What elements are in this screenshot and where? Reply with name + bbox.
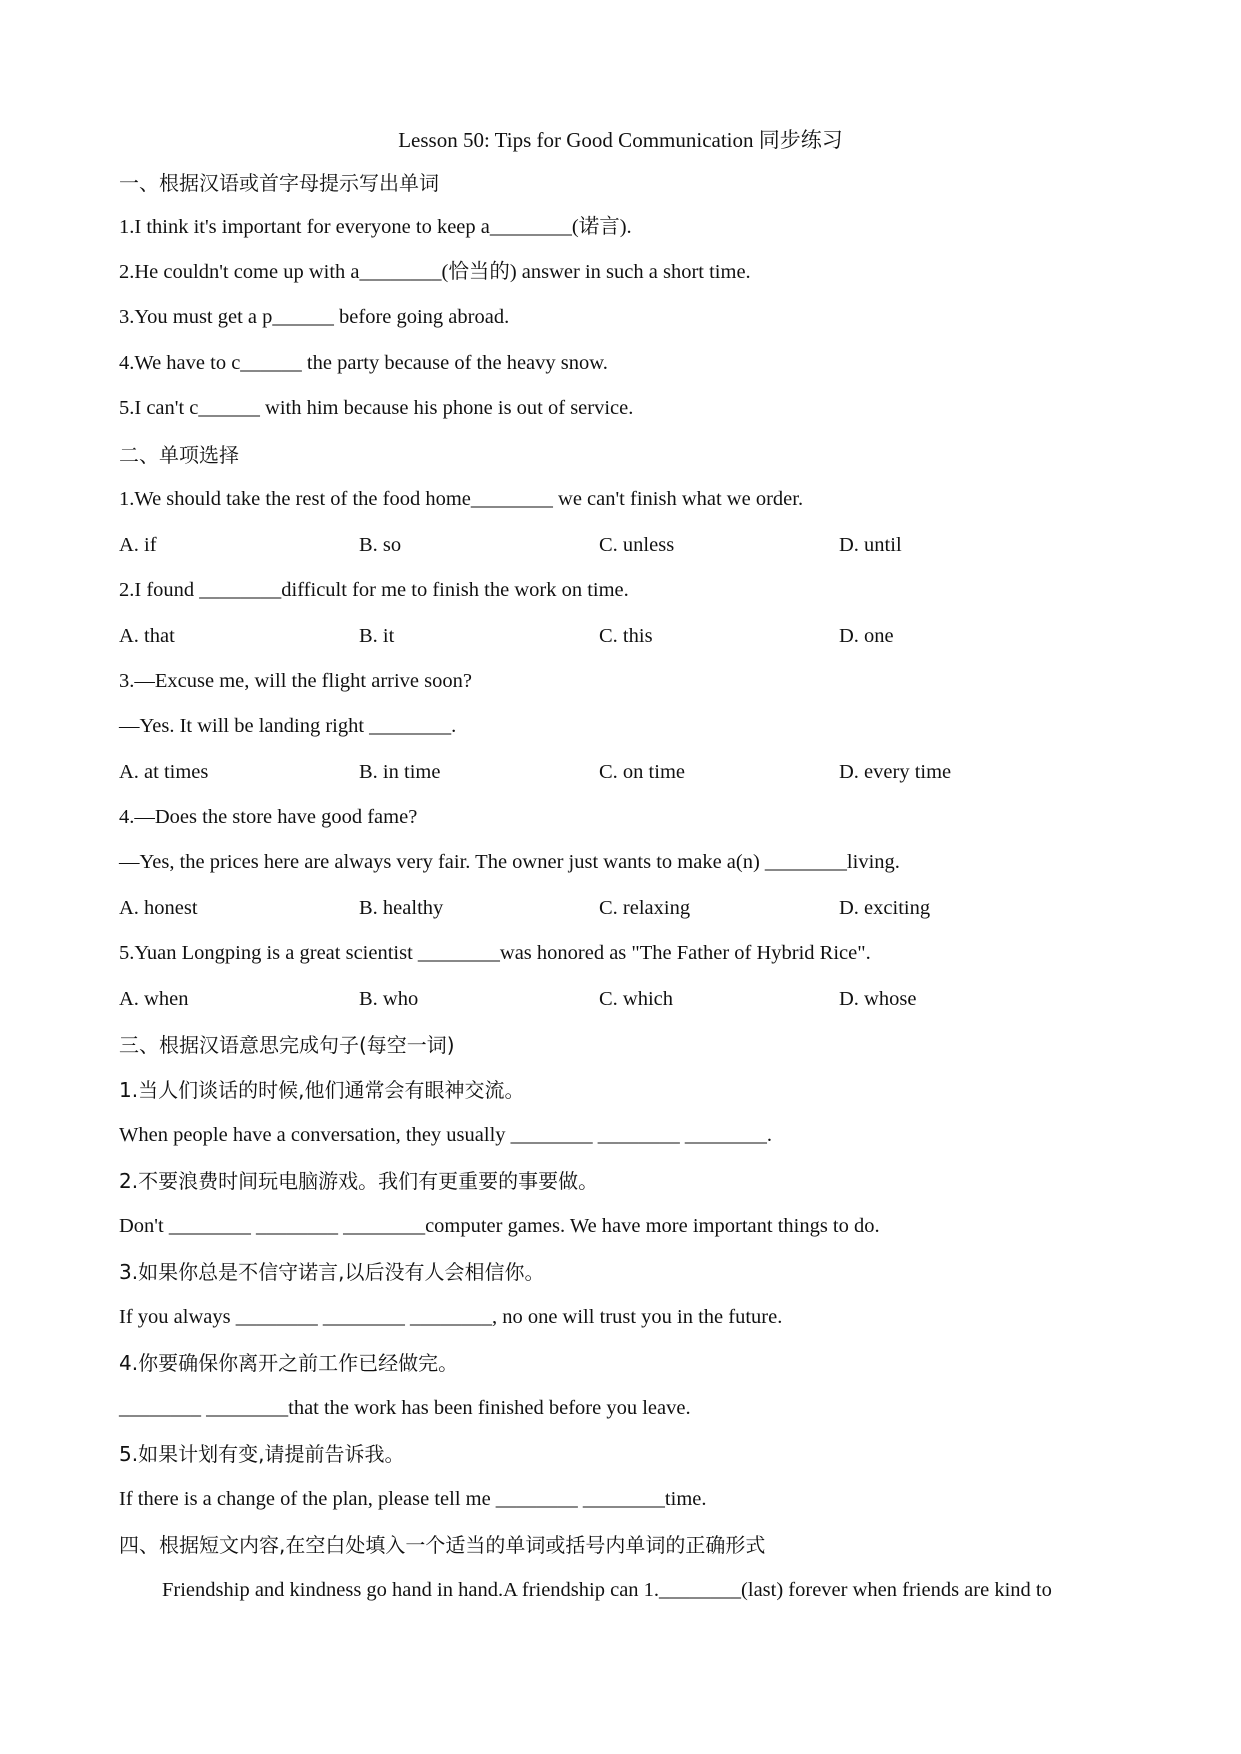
s1-item-2: 2.He couldn't come up with a________(恰当的) answer in such a short time. xyxy=(119,261,751,283)
s2-q1-option-a: A. if xyxy=(119,534,157,556)
s2-q3-option-d: D. every time xyxy=(839,761,952,783)
s2-q5-option-a: A. when xyxy=(119,988,189,1010)
s2-q3-stem-2: —Yes. It will be landing right ________. xyxy=(119,715,457,737)
s2-q4-option-b: B. healthy xyxy=(359,897,444,919)
section1-heading: 一、根据汉语或首字母提示写出单词 xyxy=(119,171,439,195)
s2-q1-option-b: B. so xyxy=(359,534,402,556)
s2-q1-option-d: D. until xyxy=(839,534,902,556)
s2-q4-option-a: A. honest xyxy=(119,897,198,919)
section3-heading: 三、根据汉语意思完成句子(每空一词) xyxy=(119,1033,455,1057)
s3-item-4-en: ________ ________that the work has been finished before you leave. xyxy=(119,1397,691,1419)
s3-item-5-en: If there is a change of the plan, please tell me ________ ________time. xyxy=(119,1488,707,1510)
s1-item-4: 4.We have to c______ the party because of the heavy snow. xyxy=(119,352,608,374)
s2-q4-stem-1: 4.—Does the store have good fame? xyxy=(119,806,418,828)
s1-item-5: 5.I can't c______ with him because his phone is out of service. xyxy=(119,397,634,419)
s2-q5-option-b: B. who xyxy=(359,988,419,1010)
s2-q5-option-c: C. which xyxy=(599,988,674,1010)
s2-q3-option-a: A. at times xyxy=(119,761,209,783)
s2-q4-option-c: C. relaxing xyxy=(599,897,691,919)
s3-item-4-cn: 4.你要确保你离开之前工作已经做完。 xyxy=(119,1351,459,1375)
s2-q2-option-d: D. one xyxy=(839,625,894,647)
s3-item-3-cn: 3.如果你总是不信守诺言,以后没有人会相信你。 xyxy=(119,1260,545,1284)
s2-q1-stem: 1.We should take the rest of the food home________ we can't finish what we order. xyxy=(119,488,804,510)
s2-q5-stem: 5.Yuan Longping is a great scientist ________was honored as "The Father of Hybrid Rice". xyxy=(119,942,871,964)
s2-q1-option-c: C. unless xyxy=(599,534,675,556)
s2-q4-stem-2: —Yes, the prices here are always very fair. The owner just wants to make a(n) ________living. xyxy=(119,851,900,873)
s4-paragraph: Friendship and kindness go hand in hand.A friendship can 1.________(last) forever when friends are kind to xyxy=(162,1579,1052,1601)
s1-item-1: 1.I think it's important for everyone to keep a________(诺言). xyxy=(119,216,632,238)
s2-q4-option-d: D. exciting xyxy=(839,897,931,919)
s2-q2-option-b: B. it xyxy=(359,625,395,647)
s1-item-3: 3.You must get a p______ before going abroad. xyxy=(119,306,510,328)
s3-item-1-cn: 1.当人们谈话的时候,他们通常会有眼神交流。 xyxy=(119,1078,525,1102)
s2-q2-option-c: C. this xyxy=(599,625,653,647)
s2-q2-stem: 2.I found ________difficult for me to finish the work on time. xyxy=(119,579,629,601)
s3-item-2-cn: 2.不要浪费时间玩电脑游戏。我们有更重要的事要做。 xyxy=(119,1169,599,1193)
s3-item-5-cn: 5.如果计划有变,请提前告诉我。 xyxy=(119,1442,405,1466)
s3-item-2-en: Don't ________ ________ ________computer games. We have more important things to do. xyxy=(119,1215,880,1237)
s2-q5-option-d: D. whose xyxy=(839,988,917,1010)
s2-q3-stem-1: 3.—Excuse me, will the flight arrive soon? xyxy=(119,670,472,692)
s2-q3-option-b: B. in time xyxy=(359,761,441,783)
page-title: Lesson 50: Tips for Good Communication 同步练习 xyxy=(398,128,843,152)
section4-heading: 四、根据短文内容,在空白处填入一个适当的单词或括号内单词的正确形式 xyxy=(119,1533,766,1557)
s2-q3-option-c: C. on time xyxy=(599,761,685,783)
s2-q2-option-a: A. that xyxy=(119,625,175,647)
s3-item-1-en: When people have a conversation, they usually ________ ________ ________. xyxy=(119,1124,773,1146)
s3-item-3-en: If you always ________ ________ ________, no one will trust you in the future. xyxy=(119,1306,783,1328)
section2-heading: 二、单项选择 xyxy=(119,443,239,467)
